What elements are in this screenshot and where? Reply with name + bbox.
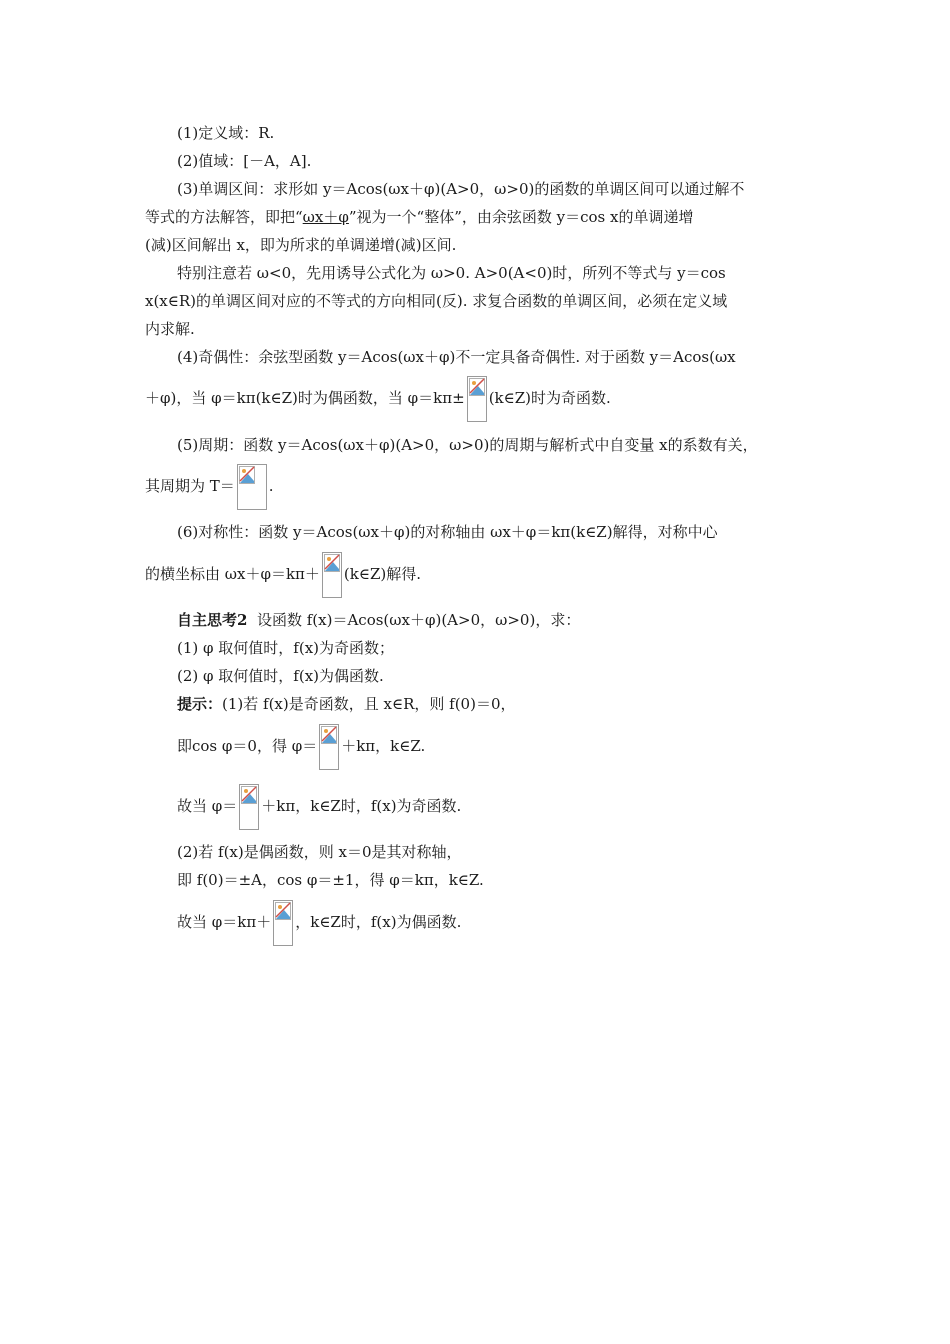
line-text: 的横坐标由 ωx＋φ＝kπ＋ xyxy=(145,565,320,583)
broken-image-icon xyxy=(239,784,259,830)
line-text: (1)若 f(x)是奇函数，且 x∈R，则 f(0)＝0， xyxy=(222,695,516,713)
line-text: (2) φ 取何值时，f(x)为偶函数. xyxy=(177,667,384,685)
line-text: (2)若 f(x)是偶函数，则 x＝0是其对称轴， xyxy=(177,843,462,861)
text-line xyxy=(177,722,425,770)
line-text: 即cos φ＝0，得 φ＝ xyxy=(177,737,318,755)
line-text: (2)值域：[－A，A]. xyxy=(177,152,312,170)
text-line xyxy=(177,782,461,830)
line-text: (减)区间解出 x，即为所求的单调递增(减)区间. xyxy=(145,236,457,254)
hint-label: 提示： xyxy=(177,695,223,713)
line-text: ，k∈Z时，f(x)为偶函数. xyxy=(295,913,462,931)
line-text: (1)定义域：R. xyxy=(177,124,275,142)
broken-image-icon xyxy=(319,724,339,770)
line-text: 故当 φ＝ xyxy=(177,797,238,815)
text-line xyxy=(177,870,484,890)
line-text: ”视为一个“整体”，由余弦函数 y＝cos x的单调递增 xyxy=(348,208,694,226)
text-line xyxy=(177,179,744,199)
text-line xyxy=(177,151,311,171)
line-text: ＋φ)，当 φ＝kπ(k∈Z)时为偶函数，当 φ＝kπ± xyxy=(145,389,465,407)
line-text: . xyxy=(268,477,274,495)
text-line xyxy=(177,522,718,542)
line-text: (5)周期：函数 y＝Acos(ωx＋φ)(A>0，ω>0)的周期与解析式中自变量 x的系数有关， xyxy=(177,436,758,454)
line-text: (1) φ 取何值时，f(x)为奇函数； xyxy=(177,639,395,657)
text-line xyxy=(145,462,274,510)
section-heading: 自主思考2 xyxy=(177,611,248,629)
line-text: 设函数 f(x)＝Acos(ωx＋φ)(A>0，ω>0)，求： xyxy=(256,611,581,629)
text-line xyxy=(177,898,461,946)
text-line xyxy=(145,319,195,339)
line-text: 故当 φ＝kπ＋ xyxy=(177,913,272,931)
line-text: 即 f(0)＝±A，cos φ＝±1，得 φ＝kπ，k∈Z. xyxy=(177,871,484,889)
underlined-text: ωx＋φ xyxy=(302,208,349,226)
broken-image-icon xyxy=(273,900,293,946)
text-line xyxy=(177,123,274,143)
line-text: (k∈Z)解得. xyxy=(343,565,422,583)
text-line xyxy=(177,347,736,367)
broken-image-icon xyxy=(322,552,342,598)
line-text: (4)奇偶性：余弦型函数 y＝Acos(ωx＋φ)不一定具备奇偶性. 对于函数 y＝Acos(ωx xyxy=(177,348,736,366)
text-line xyxy=(177,638,394,658)
line-text: x(x∈R)的单调区间对应的不等式的方向相同(反). 求复合函数的单调区间，必须在定义域 xyxy=(145,292,728,310)
text-line xyxy=(145,291,727,311)
text-line xyxy=(145,550,421,598)
text-line xyxy=(177,610,580,630)
line-text: 等式的方法解答，即把“ xyxy=(145,208,303,226)
text-line xyxy=(177,694,515,714)
line-text: ＋kπ，k∈Z. xyxy=(341,737,426,755)
broken-image-icon xyxy=(467,376,487,422)
text-line xyxy=(145,207,693,227)
broken-image-icon xyxy=(237,464,267,510)
text-line xyxy=(177,842,462,862)
text-line xyxy=(145,235,456,255)
text-line xyxy=(177,666,384,686)
line-text: ＋kπ，k∈Z时，f(x)为奇函数. xyxy=(261,797,462,815)
line-text: 其周期为 T＝ xyxy=(145,477,235,495)
text-line xyxy=(177,263,726,283)
line-text: 特别注意若 ω<0，先用诱导公式化为 ω>0. A>0(A<0)时，所列不等式与 y＝cos xyxy=(177,264,726,282)
text-line xyxy=(177,435,758,455)
text-line xyxy=(145,374,611,422)
line-text: (3)单调区间：求形如 y＝Acos(ωx＋φ)(A>0，ω>0)的函数的单调区间可以通过解不 xyxy=(177,180,745,198)
line-text: (6)对称性：函数 y＝Acos(ωx＋φ)的对称轴由 ωx＋φ＝kπ(k∈Z)解得，对称中心 xyxy=(177,523,718,541)
line-text: (k∈Z)时为奇函数. xyxy=(488,389,611,407)
line-text: 内求解. xyxy=(145,320,195,338)
